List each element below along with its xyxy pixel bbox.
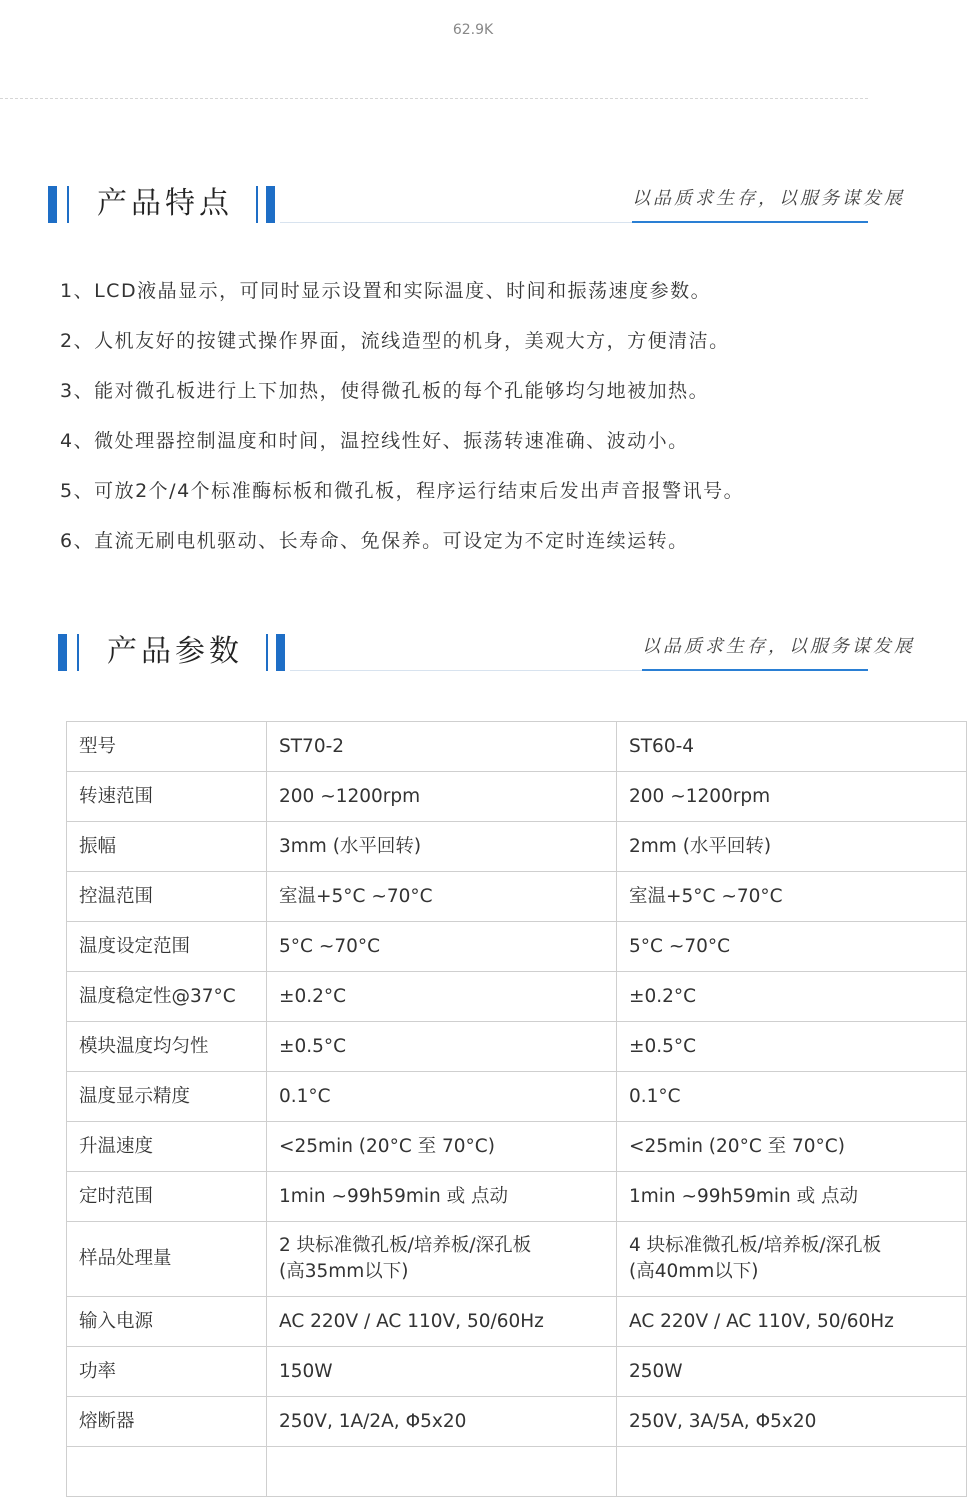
cell-value: 250V, 3A/5A, Φ5x20	[617, 1397, 967, 1447]
cell-value: 1min ~99h59min 或 点动	[617, 1172, 967, 1222]
cell-value	[267, 1222, 617, 1297]
accent-bar	[276, 634, 285, 671]
table-row	[67, 822, 967, 872]
cell-line: (高35mm以下)	[279, 1261, 409, 1282]
accent-bar	[58, 634, 67, 671]
row-label: 控温范围	[67, 872, 267, 922]
cell-value	[267, 1447, 617, 1497]
divider	[0, 98, 868, 99]
table-row	[67, 1022, 967, 1072]
cell-value: 2mm (水平回转)	[617, 822, 967, 872]
cell-value: 150W	[267, 1347, 617, 1397]
cell-value: ±0.2°C	[617, 972, 967, 1022]
cell-value: 250W	[617, 1347, 967, 1397]
cell-value: 室温+5°C ~70°C	[617, 872, 967, 922]
accent-bar	[266, 186, 275, 223]
table-row	[67, 1172, 967, 1222]
row-label: 熔断器	[67, 1397, 267, 1447]
list-item: 4、微处理器控制温度和时间，温控线性好、振荡转速准确、波动小。	[60, 430, 689, 452]
params-header	[0, 628, 915, 688]
row-label: 升温速度	[67, 1122, 267, 1172]
section-rule	[632, 221, 868, 223]
cell-value: AC 220V / AC 110V, 50/60Hz	[617, 1297, 967, 1347]
accent-bar	[67, 186, 69, 223]
accent-bar	[266, 634, 268, 671]
cell-value: 200 ~1200rpm	[617, 772, 967, 822]
accent-bar	[48, 186, 57, 223]
list-item: 6、直流无刷电机驱动、长寿命、免保养。可设定为不定时连续运转。	[60, 530, 689, 552]
table-row	[67, 1347, 967, 1397]
row-label: 样品处理量	[67, 1222, 267, 1297]
cell-value: 3mm (水平回转)	[267, 822, 617, 872]
list-item: 3、能对微孔板进行上下加热，使得微孔板的每个孔能够均匀地被加热。	[60, 380, 710, 402]
cell-line: 2 块标准微孔板/培养板/深孔板	[279, 1235, 532, 1256]
cell-value: 250V, 1A/2A, Φ5x20	[267, 1397, 617, 1447]
row-label	[67, 1447, 267, 1497]
section-slogan: 以品质求生存，以服务谋发展	[642, 636, 915, 657]
row-label: 输入电源	[67, 1297, 267, 1347]
params-table	[66, 721, 967, 1497]
table-row	[67, 972, 967, 1022]
list-item: 1、LCD液晶显示，可同时显示设置和实际温度、时间和振荡速度参数。	[60, 280, 712, 302]
table-row	[67, 1072, 967, 1122]
table-row	[67, 772, 967, 822]
row-label: 振幅	[67, 822, 267, 872]
cell-value: ST70-2	[267, 722, 617, 772]
row-label: 型号	[67, 722, 267, 772]
cell-value: AC 220V / AC 110V, 50/60Hz	[267, 1297, 617, 1347]
section-rule	[290, 670, 642, 671]
row-label: 功率	[67, 1347, 267, 1397]
table-row	[67, 872, 967, 922]
cell-value: 5°C ~70°C	[267, 922, 617, 972]
feature-list	[60, 278, 868, 578]
section-rule	[642, 669, 868, 671]
row-label: 温度显示精度	[67, 1072, 267, 1122]
cell-line: (高40mm以下)	[629, 1261, 759, 1282]
accent-bar	[77, 634, 79, 671]
row-label: 温度设定范围	[67, 922, 267, 972]
table-row	[67, 1297, 967, 1347]
table-row	[67, 922, 967, 972]
cell-value: 0.1°C	[267, 1072, 617, 1122]
section-title: 产品参数	[107, 634, 243, 669]
row-label: 温度稳定性@37°C	[67, 972, 267, 1022]
table-row	[67, 1222, 967, 1297]
params-table-wrapper	[66, 721, 894, 1457]
row-label: 转速范围	[67, 772, 267, 822]
table-row	[67, 1122, 967, 1172]
section-slogan: 以品质求生存，以服务谋发展	[632, 188, 905, 209]
cell-line: 4 块标准微孔板/培养板/深孔板	[629, 1235, 882, 1256]
section-rule	[280, 222, 632, 223]
cell-value: 200 ~1200rpm	[267, 772, 617, 822]
cell-value: ±0.2°C	[267, 972, 617, 1022]
cell-value: ST60-4	[617, 722, 967, 772]
row-label: 定时范围	[67, 1172, 267, 1222]
cell-value: ±0.5°C	[617, 1022, 967, 1072]
cell-value: <25min (20°C 至 70°C)	[267, 1122, 617, 1172]
cell-value: 0.1°C	[617, 1072, 967, 1122]
cell-value	[617, 1447, 967, 1497]
view-count: 62.9K	[452, 22, 494, 38]
cell-value: 5°C ~70°C	[617, 922, 967, 972]
cell-value: 1min ~99h59min 或 点动	[267, 1172, 617, 1222]
features-header	[0, 180, 905, 240]
table-row	[67, 722, 967, 772]
cell-value: 室温+5°C ~70°C	[267, 872, 617, 922]
row-label: 模块温度均匀性	[67, 1022, 267, 1072]
cell-value	[617, 1222, 967, 1297]
cell-value: <25min (20°C 至 70°C)	[617, 1122, 967, 1172]
cell-value: ±0.5°C	[267, 1022, 617, 1072]
table-row	[67, 1397, 967, 1447]
accent-bar	[256, 186, 258, 223]
list-item: 2、人机友好的按键式操作界面，流线造型的机身，美观大方，方便清洁。	[60, 330, 730, 352]
section-title: 产品特点	[97, 186, 233, 221]
list-item: 5、可放2个/4个标准酶标板和微孔板，程序运行结束后发出声音报警讯号。	[60, 480, 745, 502]
table-row	[67, 1447, 967, 1497]
